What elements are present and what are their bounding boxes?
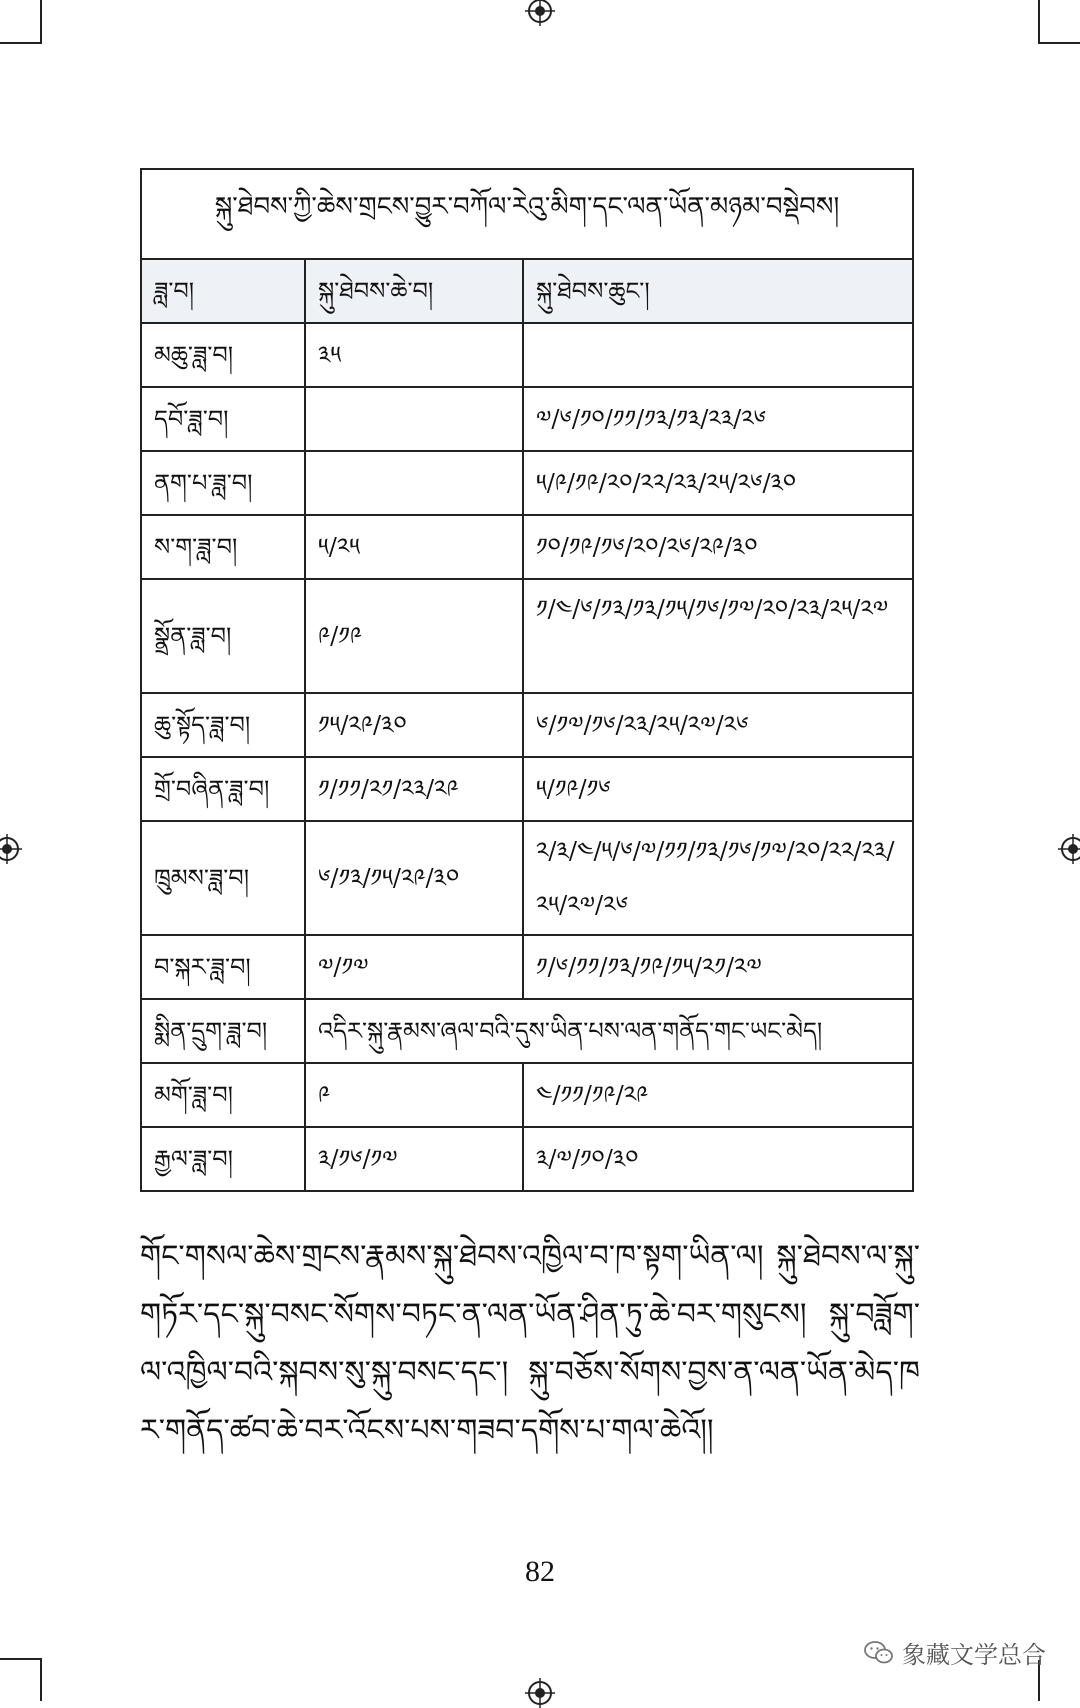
major-cell: ༩/༡༩ (306, 580, 524, 692)
header-major: སྐུ་ཐེབས་ཆེ་བ། (306, 260, 524, 322)
table-row (142, 452, 912, 516)
month-cell: གྲོ་བཞིན་ཟླ་བ། (142, 758, 306, 820)
header-minor: སྐུ་ཐེབས་ཆུང་། (536, 277, 650, 305)
crop-mark (1038, 42, 1080, 44)
minor-cell: ༢/༣/༤/༥/༦/༧/༡༡/༡༣/༡༦/༡༧/༢༠/༢༢/༢༣/༢༥/༢༧/༢༦ (536, 837, 895, 919)
registration-mark-icon (525, 0, 555, 26)
month-cell: དབོ་ཟླ་བ། (142, 388, 306, 450)
month-cell: བ་སྐར་ཟླ་བ། (142, 936, 306, 998)
wechat-icon (864, 1640, 894, 1666)
table-row (142, 758, 912, 822)
minor-cell: ༥/༡༩/༡༦ (536, 775, 611, 803)
minor-cell (524, 324, 912, 386)
minor-cell: ༥/༩/༡༩/༢༠/༢༢/༢༣/༢༥/༢༦/༣༠ (536, 469, 797, 497)
header-month: ཟླ་བ། (142, 260, 306, 322)
major-cell (306, 388, 524, 450)
month-cell: ནག་པ་ཟླ་བ། (142, 452, 306, 514)
calendar-table (140, 168, 914, 1192)
major-cell: ༣༥ (306, 324, 524, 386)
body-paragraph: གོང་གསལ་ཆེས་གྲངས་རྣམས་སྐུ་ཐེབས་འཁྱིལ་བ་ཁ་སྟག་ཡིན་ལ། སྐུ་ཐེབས་ལ་སྐུ་གཏོར་དང་སྐུ་བསང་སོགས་བཏང་ན་ལན་ཡོན་ཤིན་ཏུ་ཆེ་བར་གསུངས། སྐུ་བཟློག་ལ་འཁྱིལ་བའི་སྐབས་སུ་སྐུ་བསང་དང་། སྐུ་བཅོས་སོགས་བྱས་ན་ལན་ཡོན་མེད་ཁར་གནོད་ཚབ་ཆེ་བར་འོངས་པས་གཟབ་དགོས་པ་གལ་ཆེའོ།། (140, 1239, 920, 1448)
month-cell: སྣྲོན་ཟླ་བ། (142, 580, 306, 692)
month-cell: ས་ག་ཟླ་བ། (142, 516, 306, 578)
table-row (142, 822, 912, 936)
table-row (142, 1064, 912, 1128)
minor-cell: ༧/༦/༡༠/༡༡/༡༣/༡༣/༢༣/༢༦ (536, 405, 767, 433)
table-row (142, 936, 912, 1000)
major-cell: ༣/༡༦/༡༧ (306, 1128, 524, 1190)
month-cell: ཁྲུམས་ཟླ་བ། (142, 822, 306, 934)
major-cell: ༥/༢༥ (306, 516, 524, 578)
major-cell (306, 452, 524, 514)
crop-mark (40, 0, 42, 42)
minor-cell: ༡༠/༡༩/༡༦/༢༠/༢༦/༢༩/༣༠ (536, 533, 758, 561)
registration-mark-icon (0, 834, 22, 864)
table-row (142, 1128, 912, 1190)
registration-mark-icon (1058, 834, 1080, 864)
crop-mark (0, 42, 42, 44)
table-title: སྐུ་ཐེབས་ཀྱི་ཆེས་གྲངས་བྱུར་བཀོལ་རེའུ་མིག་དང་ལན་ཡོན་མཉམ་བསྡེབས། (142, 170, 912, 260)
watermark (864, 1635, 1046, 1670)
table-row (142, 1000, 912, 1064)
minor-cell: ༦/༡༧/༡༦/༢༣/༢༥/༢༧/༢༦ (536, 711, 749, 739)
month-cell: མགོ་ཟླ་བ། (142, 1064, 306, 1126)
merged-note-cell: འདིར་སྐུ་རྣམས་ཞལ་བའི་དུས་ཡིན་པས་ལན་གནོད་གང་ཡང་མེད། (318, 1017, 823, 1045)
month-cell: རྒྱལ་ཟླ་བ། (142, 1128, 306, 1190)
month-cell: སྨིན་དྲུག་ཟླ་བ། (142, 1000, 306, 1062)
table-row (142, 580, 912, 694)
major-cell: ༡/༡༡/༢༡/༢༣/༢༩ (306, 758, 524, 820)
crop-mark (1038, 0, 1040, 42)
month-cell: ཆུ་སྟོད་ཟླ་བ། (142, 694, 306, 756)
table-header-row (142, 260, 912, 324)
registration-mark-icon (525, 1678, 555, 1708)
crop-mark (40, 1660, 42, 1701)
minor-cell: ༡/༤/༦/༡༣/༡༣/༡༥/༡༦/༡༧/༢༠/༢༣/༢༥/༢༧ (536, 595, 889, 623)
table-row (142, 388, 912, 452)
month-cell: མཆུ་ཟླ་བ། (142, 324, 306, 386)
major-cell: ༡༥/༢༩/༣༠ (306, 694, 524, 756)
table-row (142, 516, 912, 580)
crop-mark (0, 1658, 42, 1660)
table-row (142, 324, 912, 388)
watermark-text: 象藏文学总合 (902, 1641, 1046, 1669)
minor-cell: ༤/༡༡/༡༩/༢༩ (536, 1081, 649, 1109)
table-row (142, 694, 912, 758)
page-number: 82 (525, 1555, 555, 1588)
minor-cell: ༣/༧/༡༠/༣༠ (536, 1145, 639, 1173)
major-cell: ༩ (306, 1064, 524, 1126)
minor-cell: ༡/༦/༡༡/༡༣/༡༩/༡༥/༢༡/༢༧ (536, 953, 762, 981)
major-cell: ༧/༡༧ (306, 936, 524, 998)
major-cell: ༦/༡༣/༡༥/༢༩/༣༠ (306, 822, 524, 934)
